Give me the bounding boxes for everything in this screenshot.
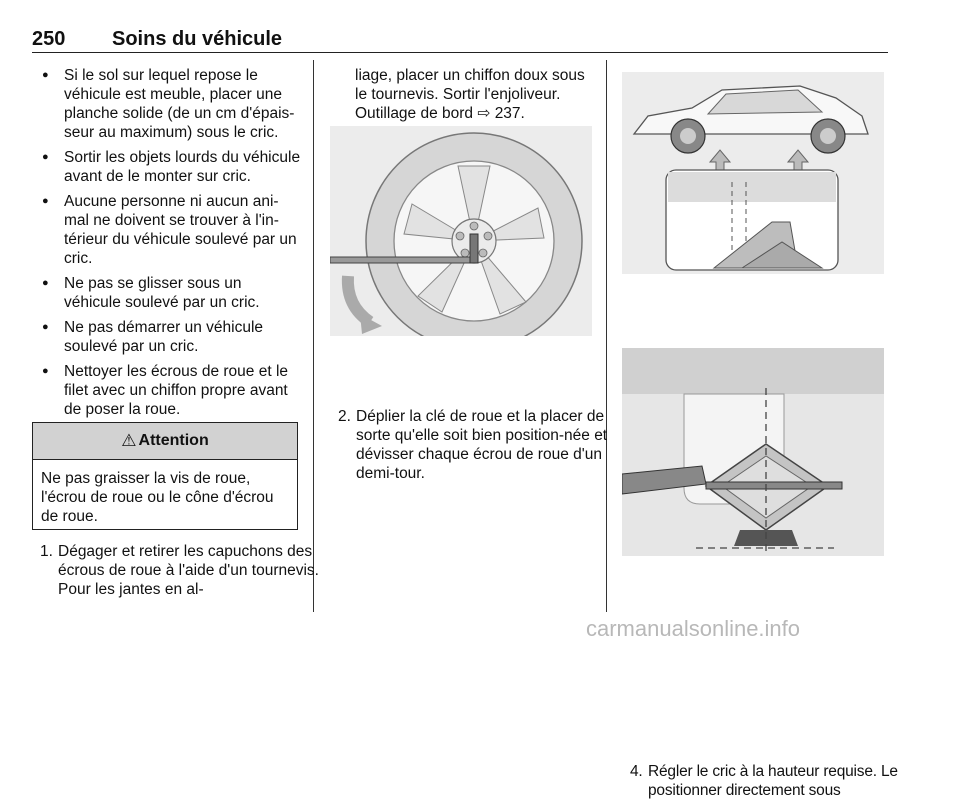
list-item: ● Nettoyer les écrous de roue et le filet avec un chiffon propre avant de poser la roue. <box>32 362 302 419</box>
list-item: ● Ne pas se glisser sous un véhicule soulevé par un cric. <box>32 274 302 312</box>
jack-positioning-figure <box>622 348 884 556</box>
list-item: ● Ne pas démarrer un véhicule soulevé par un cric. <box>32 318 302 356</box>
step-4 <box>622 762 914 800</box>
list-item: ● Aucune personne ni aucun ani-mal ne doivent se trouver à l'in-térieur du véhicule soulevé par un cric. <box>32 192 302 268</box>
step-text: Déplier la clé de roue et la placer de sorte qu'elle soit bien position-née et dévisser chaque écrou de roue d'un demi-tour. <box>356 408 608 482</box>
safety-bullet-list <box>32 66 302 419</box>
watermark: carmanualsonline.info <box>586 616 801 641</box>
attention-title: Attention <box>138 432 209 449</box>
list-item: ● Sortir les objets lourds du véhicule avant de le monter sur cric. <box>32 148 302 186</box>
attention-text: Ne pas graisser la vis de roue, l'écrou de roue ou le cône d'écrou de roue. <box>41 470 274 525</box>
step-number: 4. <box>630 763 643 780</box>
step-number: 1. <box>40 543 53 560</box>
continuation-text: liage, placer un chiffon doux sous le tournevis. Sortir l'enjoliveur. Outillage de bord <box>355 67 585 122</box>
list-item: ● Si le sol sur lequel repose le véhicule est meuble, placer une planche solide (de un cm d'épais-seur au maximum) sous le cric. <box>32 66 302 142</box>
step-2 <box>330 407 618 483</box>
page-header <box>32 28 888 53</box>
car-lifting-point-figure <box>622 72 884 274</box>
warning-icon: ⚠ <box>121 431 137 450</box>
attention-box <box>32 422 298 530</box>
reference-page: 237. <box>494 105 525 122</box>
page-title: Soins du véhicule <box>112 28 283 50</box>
column-divider-1 <box>313 60 314 612</box>
wheel-wrench-figure <box>330 126 592 336</box>
column-2-continuation <box>355 66 595 123</box>
step-number: 2. <box>338 408 351 425</box>
page-number: 250 <box>32 28 66 50</box>
reference-arrow-icon: ⇨ <box>477 105 491 122</box>
attention-header <box>33 423 297 460</box>
step-text: Régler le cric à la hauteur requise. Le positionner directement sous <box>648 763 898 799</box>
step-text: Dégager et retirer les capuchons des écrous de roue à l'aide d'un tournevis. Pour les jantes en al- <box>58 543 319 598</box>
column-divider-2 <box>606 60 607 612</box>
step-1 <box>32 542 328 599</box>
column-1 <box>32 66 302 425</box>
